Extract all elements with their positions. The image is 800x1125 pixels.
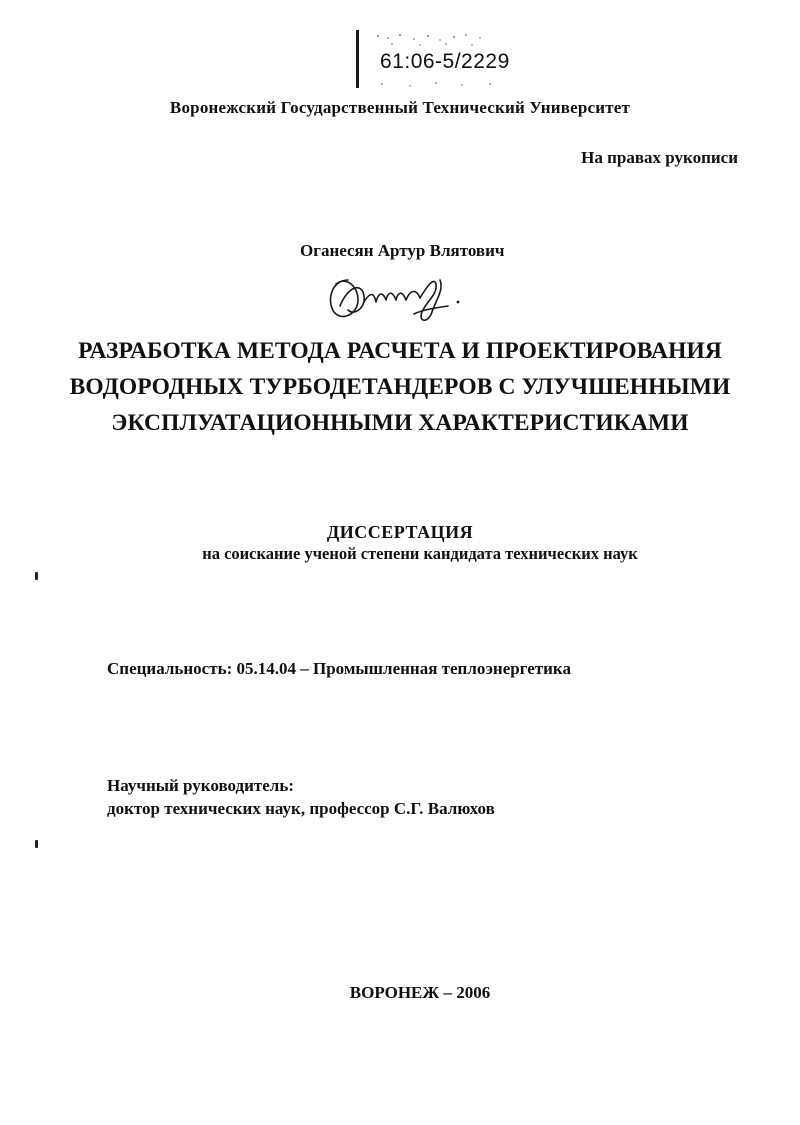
- title-line-1: РАЗРАБОТКА МЕТОДА РАСЧЕТА И ПРОЕКТИРОВАНИЯ: [78, 338, 722, 364]
- university-name: Воронежский Государственный Технический Университет: [169, 98, 631, 117]
- thesis-title: [0, 333, 800, 441]
- degree-line: на соискание ученой степени кандидата технических наук: [202, 544, 638, 563]
- supervisor-label: Научный руководитель:: [107, 776, 294, 795]
- author-name: Оганесян Артур Влятович: [300, 241, 505, 260]
- stamp-bar: [356, 30, 359, 88]
- specialty-line: Специальность: 05.14.04 – Промышленная теплоэнергетика: [107, 659, 571, 678]
- library-stamp: [356, 22, 526, 90]
- author-signature: [318, 262, 488, 330]
- scan-mark-2: [35, 840, 38, 848]
- stamp-code: 61:06-5/2229: [380, 50, 510, 73]
- scan-mark-1: [35, 572, 38, 580]
- supervisor-name: доктор технических наук, профессор С.Г. Валюхов: [107, 799, 495, 818]
- title-line-3: ЭКСПЛУАТАЦИОННЫМИ ХАРАКТЕРИСТИКАМИ: [111, 410, 689, 436]
- city-year: ВОРОНЕЖ – 2006: [349, 983, 491, 1002]
- manuscript-rights: На правах рукописи: [581, 148, 738, 167]
- document-type: ДИССЕРТАЦИЯ: [326, 522, 474, 542]
- title-line-2: ВОДОРОДНЫХ ТУРБОДЕТАНДЕРОВ С УЛУЧШЕННЫМИ: [69, 374, 731, 400]
